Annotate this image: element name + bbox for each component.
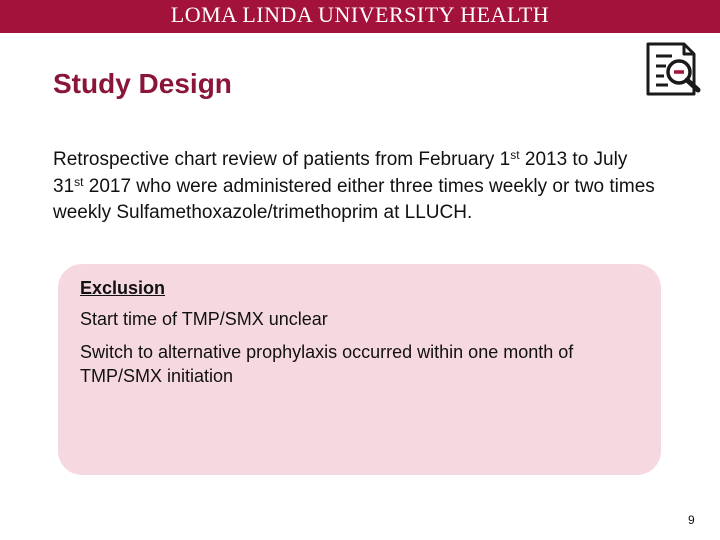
study-description: Retrospective chart review of patients from February 1st 2013 to July 31st 2017 who were administered either three times weekly or two times weekly Sulfamethoxazole/trimethoprim at LLUCH. [53,148,655,223]
exclusion-item: Switch to alternative prophylaxis occurred within one month of TMP/SMX initiation [80,342,574,386]
slide-title: Study Design [53,68,232,99]
header-banner [0,0,720,33]
exclusion-heading: Exclusion [80,278,166,298]
document-search-icon [640,38,706,100]
page-number: 9 [688,513,695,527]
exclusion-item: Start time of TMP/SMX unclear [80,309,328,329]
institution-name: LOMA LINDA UNIVERSITY HEALTH [170,1,550,27]
